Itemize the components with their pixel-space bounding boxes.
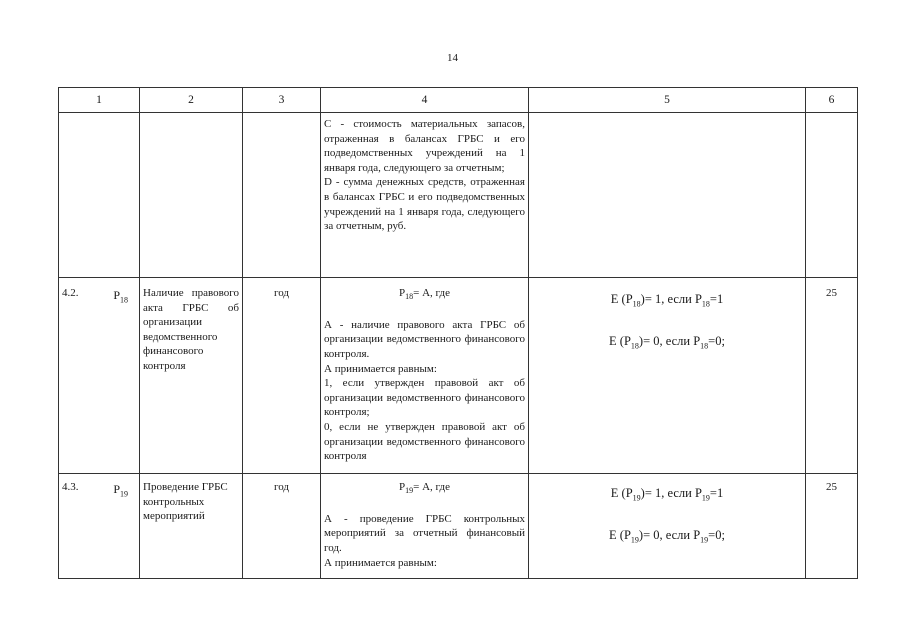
evaluation-rule xyxy=(529,278,806,474)
desc-paragraph: D - сумма денежных средств, отраженная в балансах ГРБС и его подведомственных учреждений на 1 января года, следующего за отчетным, руб. xyxy=(324,176,525,233)
evaluation-rule xyxy=(529,474,806,579)
indicator-code: $Р_{19}$ xyxy=(113,482,128,499)
header-row xyxy=(59,88,858,113)
indicator-unit: год xyxy=(243,278,321,474)
table-row xyxy=(59,278,858,474)
eval-line-1: E $(P_{19})= 1$, если $P_{19}=1$ xyxy=(610,486,724,503)
header-cell-3: 3 xyxy=(243,88,321,113)
eval-line-2: E $(P_{18})= 0$, если $P_{18}=0$; xyxy=(609,333,725,350)
indicator-formula xyxy=(321,474,529,579)
desc-paragraph: 1, если утвержден правовой акт об организации ведомственного финансового контроля; xyxy=(324,377,525,419)
continuation-description xyxy=(321,113,529,278)
criteria-table xyxy=(58,87,858,579)
row-number: 4.3. xyxy=(62,481,79,493)
indicator-unit: год xyxy=(243,474,321,579)
desc-paragraph: А принимается равным: xyxy=(324,556,437,569)
desc-paragraph: А - наличие правового акта ГРБС об организации ведомственного финансового контроля. xyxy=(324,318,525,360)
desc-paragraph: А принимается равным: xyxy=(324,362,437,375)
table-row xyxy=(59,474,858,579)
indicator-name: Наличие правового акта ГРБС об организации ведомственного финансового контроля xyxy=(140,278,243,474)
header-cell-1: 1 xyxy=(59,88,140,113)
header-cell-4: 4 xyxy=(321,88,529,113)
max-score: 25 xyxy=(806,474,858,579)
table-row-continuation xyxy=(59,113,858,278)
row-number: 4.2. xyxy=(62,287,79,299)
formula-line: $Р_{19}= А$, где xyxy=(399,481,450,496)
eval-line-2: E $(P_{19})= 0$, если $P_{19}=0$; xyxy=(609,527,725,544)
desc-paragraph: А - проведение ГРБС контрольных мероприятий за отчетный финансовый год. xyxy=(324,512,525,554)
max-score: 25 xyxy=(806,278,858,474)
desc-paragraph: С - стоимость материальных запасов, отраженная в балансах ГРБС и его подведомственных учреждений на 1 января года, следующего за отчетным; xyxy=(324,118,525,174)
desc-paragraph: 0, если не утвержден правовой акт об организации ведомственного финансового контроля xyxy=(324,420,525,463)
indicator-code: $Р_{18}$ xyxy=(113,288,128,305)
eval-line-1: E $(P_{18})= 1$, если $P_{18}=1$ xyxy=(610,292,724,309)
header-cell-2: 2 xyxy=(140,88,243,113)
indicator-formula xyxy=(321,278,529,474)
indicator-name: Проведение ГРБС контрольных мероприятий xyxy=(140,474,243,579)
formula-line: $Р_{18}= А$, где xyxy=(399,287,450,302)
header-cell-6: 6 xyxy=(806,88,858,113)
page-number: 14 xyxy=(447,52,458,64)
header-cell-5: 5 xyxy=(529,88,806,113)
